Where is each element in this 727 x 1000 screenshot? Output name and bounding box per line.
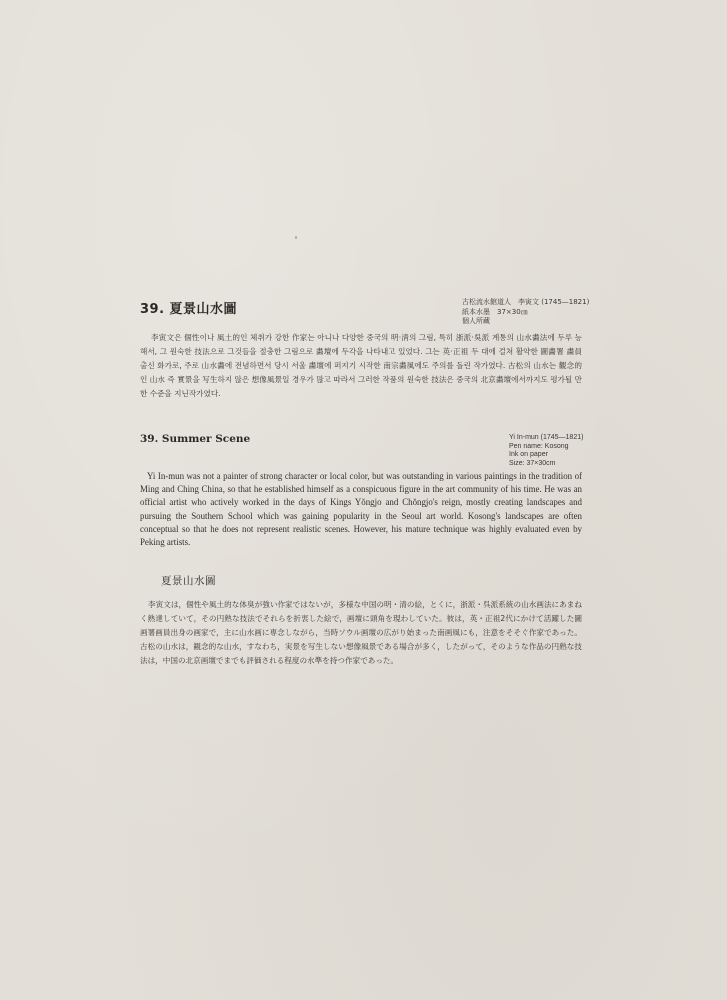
english-medium-line: Ink on paper [509, 451, 548, 459]
english-size-line: Size: 37×30cm [509, 459, 556, 467]
korean-collection-line: 個人所藏 [462, 317, 490, 325]
english-artwork-info [509, 434, 583, 468]
korean-artist-line: 古松流水館道人 李寅文 (1745—1821) [462, 298, 590, 306]
japanese-description: 李寅文は，個性や風土的な体臭が強い作家ではないが，多様な中国の明・清の絵，とくに，浙派・呉派系統の山水画法にあまねく熟達していて，その円熟な技法でそれらを折衷した絵で，画壇に頭角を現わしていた。彼は，英・正祖2代にかけて活躍した圖画署画員出身の画家で，主に山水画に専念しながら，当時ソウル画壇の広がり始まった南画風にも，注意をそそぐ作家であった。古松の山水は，観念的な山水，すなわち，実景を写生しない想像風景である場合が多く，したがって，そのような作品の円熟な技法は，中国の北京画壇でまでも評価される程度の水準を持つ作家であった。 [140, 600, 582, 665]
korean-medium-line: 紙本水墨 37×30㎝ [462, 307, 528, 316]
english-pen-name-line: Pen name: Kosong [509, 442, 569, 450]
korean-title: 39. 夏景山水圖 [140, 302, 238, 317]
english-description: Yi In-mun was not a painter of strong character or local color, but was outstanding in various paintings in the tradition of Ming and Ching China, so that he established himself as a conspicuous figure in the art community of his time. He was an official artist who actively worked in the days of Kings Yŏngjo and Chŏngjo's reign, mostly creating landscapes and pursuing the Southern School which was gaining popularity in the Seoul art world. Kosong's landscapes are often conceptual so that he does not represent realistic scenes. However, his mature technique was highly evaluated even by Peking artists. [140, 471, 582, 548]
korean-description: 李寅文은 個性이나 風土的인 체취가 강한 作家는 아니나 다양한 중국의 明·淸의 그림, 특히 浙派·吳派 계통의 山水畵法에 두루 능해서, 그 원숙한 技法으로 그것들을 절충한 그림으로 畵壇에 두각을 나타내고 있었다. 그는 英·正祖 두 대에 걸쳐 활약한 圖畵署 畵員 출신 화가로, 주로 山水畵에 전념하면서 당시 서울 畵壇에 퍼지기 시작한 南宗畵風에도 주의를 돌린 작가였다. 古松의 山水는 觀念的인 山水 즉 實景을 写生하지 않은 想像風景일 경우가 많고 따라서 그러한 작품의 원숙한 技法은 중국의 北京畵壇에서까지도 평가될 만한 수준을 지닌작가였다. [140, 333, 582, 398]
japanese-title: 夏景山水圖 [161, 575, 216, 587]
english-title: 39. Summer Scene [140, 433, 251, 445]
korean-artwork-info [462, 298, 589, 327]
english-artist-line: Yi In-mun (1745—1821) [509, 434, 584, 441]
paper-speck [295, 236, 297, 239]
